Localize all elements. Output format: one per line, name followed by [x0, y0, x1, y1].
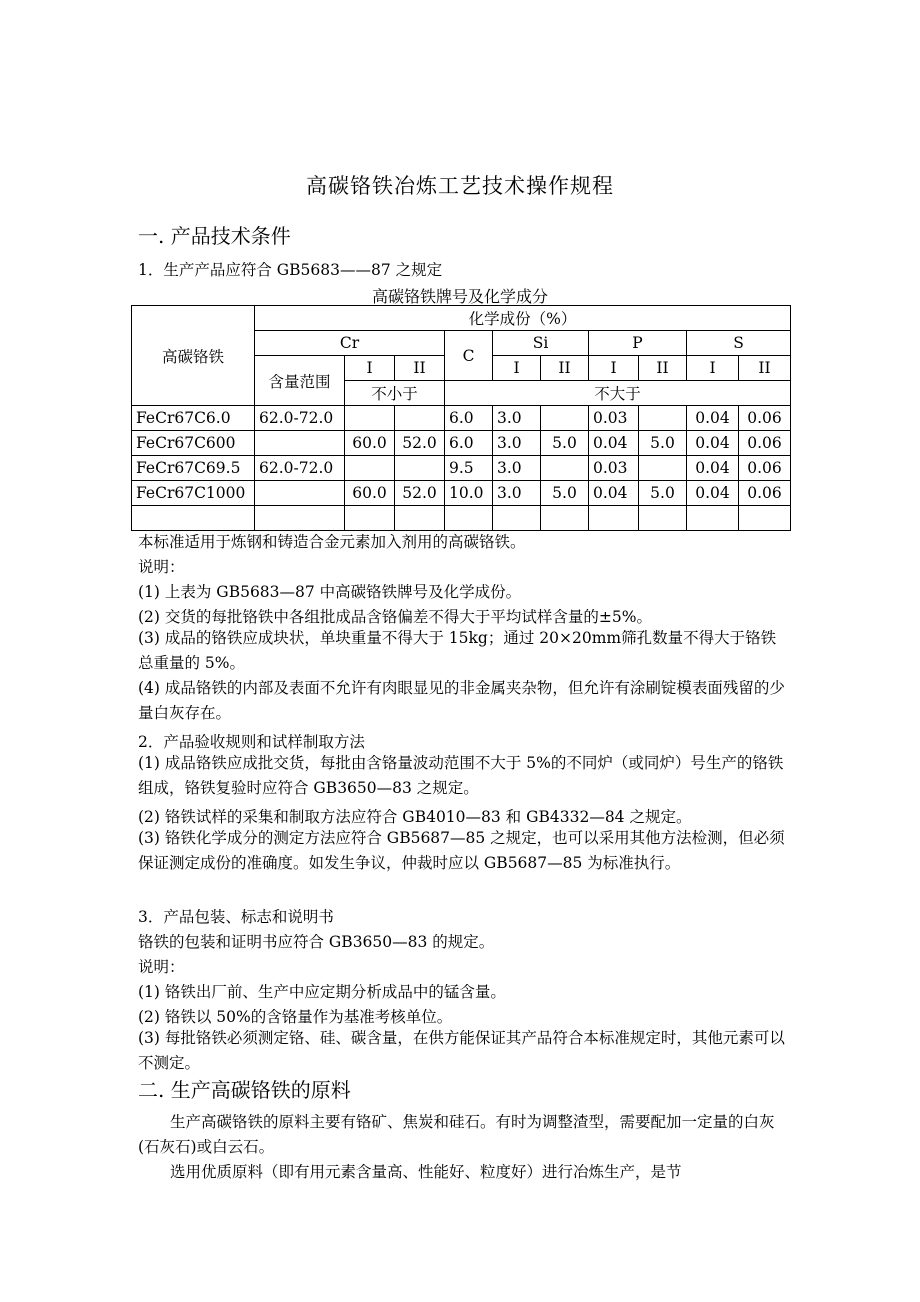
table-row [132, 406, 791, 431]
table-cell [589, 506, 639, 531]
table-cell: 52.0 [395, 481, 445, 506]
item-2-point-1: (1) 成品铬铁应成批交货，每批由含铬量波动范围不大于 5%的不同炉（或同炉）号生产的铬铁组成，铬铁复验时应符合 GB3650—83 之规定。 [138, 754, 784, 797]
s-grade-2: II [739, 356, 791, 381]
section-2-paragraph-2: 选用优质原料（即有用元素含量高、性能好、粒度好）进行冶炼生产，是节 [170, 1163, 682, 1181]
item-2-heading: 2．产品验收规则和试样制取方法 [138, 733, 365, 751]
table-cell: 5.0 [639, 431, 687, 456]
table-cell: 0.04 [687, 481, 739, 506]
cr-grade-1: I [345, 356, 395, 381]
table-cell: 10.0 [445, 481, 493, 506]
table-cell: 5.0 [541, 431, 589, 456]
table-cell: 52.0 [395, 431, 445, 456]
table-cell [255, 481, 345, 506]
p-grade-2: II [639, 356, 687, 381]
table-cell [395, 456, 445, 481]
table-cell: 3.0 [493, 431, 541, 456]
table-cell: 6.0 [445, 406, 493, 431]
col-p: P [589, 331, 687, 356]
table-cell [395, 506, 445, 531]
section-2-heading: 二. 生产高碳铬铁的原料 [138, 1078, 351, 1102]
table-cell: 60.0 [345, 431, 395, 456]
scope-text: 本标准适用于炼钢和铸造合金元素加入剂用的高碳铬铁。 [138, 533, 526, 551]
range-label: 含量范围 [255, 356, 345, 406]
table-cell [541, 456, 589, 481]
table-cell: 5.0 [541, 481, 589, 506]
table-cell: 6.0 [445, 431, 493, 456]
table-cell [255, 506, 345, 531]
table-cell [345, 506, 395, 531]
si-grade-2: II [541, 356, 589, 381]
table-cell: 0.04 [589, 481, 639, 506]
table-cell: 3.0 [493, 456, 541, 481]
table-cell [255, 431, 345, 456]
chem-header: 化学成份（%） [255, 306, 791, 331]
item-1-text: 1．生产产品应符合 GB5683——87 之规定 [138, 261, 443, 279]
table-cell [541, 506, 589, 531]
table-cell [395, 406, 445, 431]
table-cell [739, 506, 791, 531]
table-cell [493, 506, 541, 531]
item-3-heading: 3．产品包装、标志和说明书 [138, 908, 334, 926]
table-cell: 0.06 [739, 431, 791, 456]
table-row-header: 高碳铬铁 [132, 306, 255, 406]
note-label: 说明： [138, 558, 185, 576]
table-cell: 0.04 [589, 431, 639, 456]
p-grade-1: I [589, 356, 639, 381]
table-cell: 0.04 [687, 456, 739, 481]
table-cell [541, 406, 589, 431]
table-cell: 3.0 [493, 406, 541, 431]
table-cell: 0.03 [589, 406, 639, 431]
table-cell: 60.0 [345, 481, 395, 506]
col-si: Si [493, 331, 589, 356]
section-1-heading: 一. 产品技术条件 [138, 224, 291, 248]
item-2-point-2: (2) 铬铁试样的采集和制取方法应符合 GB4010—83 和 GB4332—84 之规定。 [138, 808, 692, 826]
chemical-composition-table [131, 305, 791, 531]
table-cell [345, 406, 395, 431]
table-cell: 62.0-72.0 [255, 406, 345, 431]
table-cell: FeCr67C600 [132, 431, 255, 456]
note-2: (2) 交货的每批铬铁中各组批成品含铬偏差不得大于平均试样含量的±5%。 [138, 608, 652, 626]
table-cell [639, 506, 687, 531]
table-cell: 0.04 [687, 431, 739, 456]
note-4: (4) 成品铬铁的内部及表面不允许有肉眼显见的非金属夹杂物，但允许有涂刷锭模表面残留的少量白灰存在。 [138, 679, 785, 722]
table-row [132, 506, 791, 531]
document-title: 高碳铬铁冶炼工艺技术操作规程 [306, 174, 614, 198]
table-cell [687, 506, 739, 531]
table-cell: 0.06 [739, 456, 791, 481]
table-cell: 0.03 [589, 456, 639, 481]
table-cell: FeCr67C1000 [132, 481, 255, 506]
table-cell [639, 406, 687, 431]
note-label-2: 说明： [138, 958, 185, 976]
col-c: C [445, 331, 493, 381]
item-3-text: 铬铁的包装和证明书应符合 GB3650—83 的规定。 [138, 933, 495, 951]
table-cell [445, 506, 493, 531]
table-cell: 5.0 [639, 481, 687, 506]
table-cell: 0.06 [739, 406, 791, 431]
table-cell: FeCr67C6.0 [132, 406, 255, 431]
note2-2: (2) 铬铁以 50%的含铬量作为基准考核单位。 [138, 1008, 453, 1026]
table-row [132, 431, 791, 456]
table-cell [345, 456, 395, 481]
not-more-label: 不大于 [445, 381, 791, 406]
table-row [132, 481, 791, 506]
table-cell: 9.5 [445, 456, 493, 481]
table-cell: FeCr67C69.5 [132, 456, 255, 481]
cr-grade-2: II [395, 356, 445, 381]
table-cell: 0.06 [739, 481, 791, 506]
note2-1: (1) 铬铁出厂前、生产中应定期分析成品中的锰含量。 [138, 983, 506, 1001]
table-cell [639, 456, 687, 481]
table-row [132, 456, 791, 481]
col-s: S [687, 331, 791, 356]
item-2-point-3: (3) 铬铁化学成分的测定方法应符合 GB5687—85 之规定，也可以采用其他方法检测，但必须保证测定成份的准确度。如发生争议，仲裁时应以 GB5687—85 为标准执行。 [138, 829, 785, 872]
table-cell: 3.0 [493, 481, 541, 506]
table-caption: 高碳铬铁牌号及化学成分 [371, 287, 548, 306]
si-grade-1: I [493, 356, 541, 381]
note-1: (1) 上表为 GB5683—87 中高碳铬铁牌号及化学成份。 [138, 583, 522, 601]
table-cell: 62.0-72.0 [255, 456, 345, 481]
note-3: (3) 成品的铬铁应成块状，单块重量不得大于 15kg；通过 20×20mm筛孔数量不得大于铬铁总重量的 5%。 [138, 629, 777, 672]
table-cell [132, 506, 255, 531]
table-cell: 0.04 [687, 406, 739, 431]
note2-3: (3) 每批铬铁必须测定铬、硅、碳含量，在供方能保证其产品符合本标准规定时，其他元素可以不测定。 [138, 1029, 785, 1072]
s-grade-1: I [687, 356, 739, 381]
not-less-label: 不小于 [345, 381, 445, 406]
col-cr: Cr [255, 331, 445, 356]
section-2-paragraph-1: 生产高碳铬铁的原料主要有铬矿、焦炭和硅石。有时为调整渣型，需要配加一定量的白灰(石灰石)或白云石。 [138, 1113, 775, 1156]
